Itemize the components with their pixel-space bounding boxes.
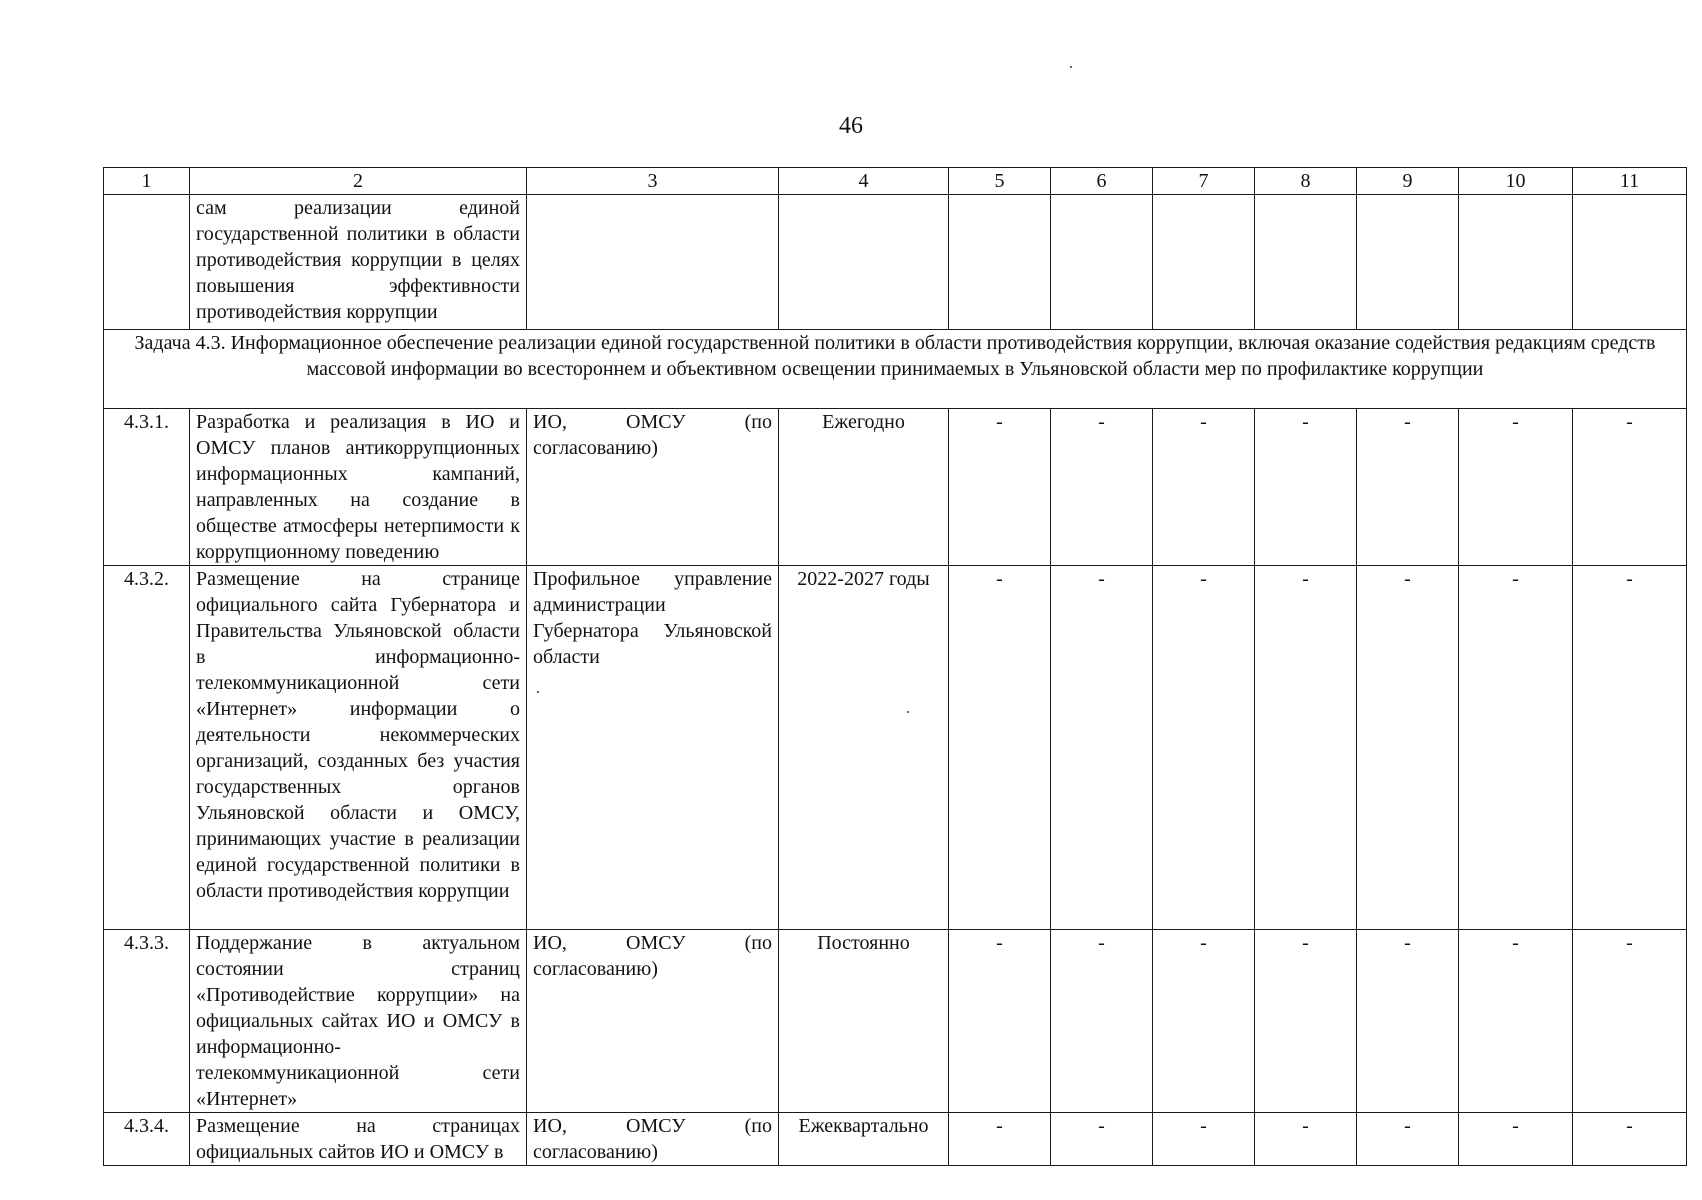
value-cell: - [949, 566, 1051, 930]
period: Ежегодно [779, 409, 949, 566]
continuation-row [104, 195, 1687, 330]
value-cell: - [1573, 1113, 1687, 1166]
measure-name: Разработка и реализация в ИО и ОМСУ планов антикоррупционных информационных кампаний, направленных на создание в обществе атмосферы нетерпимости к коррупционному поведению [190, 409, 527, 566]
value-cell: - [1153, 1113, 1255, 1166]
measure-name: Размещение на странице официального сайта Губернатора и Правительства Ульяновской области в информационно-телекоммуникационной сети «Интернет» информации о деятельности некоммерческих организаций, созданных без участия государственных органов Ульяновской области и ОМСУ, принимающих участие в реализации единой государственной политики в области противодействия коррупции [190, 566, 527, 930]
column-header: 8 [1255, 168, 1357, 195]
value-cell: - [1051, 1113, 1153, 1166]
executor: ИО, ОМСУ (по согласованию) [527, 930, 779, 1113]
column-header: 5 [949, 168, 1051, 195]
value-cell: - [1357, 566, 1459, 930]
value-cell: - [1573, 409, 1687, 566]
row-number: 4.3.4. [104, 1113, 190, 1166]
column-header: 3 [527, 168, 779, 195]
executor: ИО, ОМСУ (по согласованию) [527, 409, 779, 566]
measure-name: Размещение на страницах официальных сайтов ИО и ОМСУ в [190, 1113, 527, 1166]
column-header: 9 [1357, 168, 1459, 195]
measure-name: Поддержание в актуальном состоянии страниц «Противодействие коррупции» на официальных сайтах ИО и ОМСУ в информационно-телекоммуникационной сети «Интернет» [190, 930, 527, 1113]
page-number: 46 [839, 113, 863, 139]
value-cell: - [949, 409, 1051, 566]
period: 2022-2027 годы [779, 566, 949, 930]
row-number: 4.3.1. [104, 409, 190, 566]
column-header: 7 [1153, 168, 1255, 195]
task-row [104, 330, 1687, 409]
value-cell: - [1357, 409, 1459, 566]
row-number: 4.3.3. [104, 930, 190, 1113]
table-row [104, 566, 1687, 930]
value-cell: - [1459, 930, 1573, 1113]
value-cell: - [1051, 409, 1153, 566]
header-row [104, 168, 1687, 195]
column-header: 4 [779, 168, 949, 195]
value-cell: - [1051, 566, 1153, 930]
value-cell: - [1153, 930, 1255, 1113]
column-header: 10 [1459, 168, 1573, 195]
executor: ИО, ОМСУ (по согласованию) [527, 1113, 779, 1166]
column-header: 11 [1573, 168, 1687, 195]
value-cell: - [1153, 566, 1255, 930]
value-cell: - [1357, 1113, 1459, 1166]
task-heading: Задача 4.3. Информационное обеспечение реализации единой государственной политики в области противодействия коррупции, включая оказание содействия редакциям средств массовой информации во всестороннем и объективном освещении принимаемых в Ульяновской области мер по профилактике коррупции [104, 330, 1687, 409]
period: Постоянно [779, 930, 949, 1113]
value-cell: - [1459, 1113, 1573, 1166]
table-row [104, 930, 1687, 1113]
value-cell: - [1573, 566, 1687, 930]
table-row [104, 409, 1687, 566]
continuation-text: сам реализации единой государственной политики в области противодействия коррупции в целях повышения эффективности противодействия коррупции [190, 195, 527, 330]
value-cell: - [1255, 1113, 1357, 1166]
value-cell: - [1573, 930, 1687, 1113]
scan-speck [1070, 66, 1072, 68]
executor: Профильное управление администрации Губернатора Ульяновской области [527, 566, 779, 930]
value-cell: - [1255, 566, 1357, 930]
value-cell: - [949, 1113, 1051, 1166]
column-header: 2 [190, 168, 527, 195]
value-cell: - [1459, 566, 1573, 930]
value-cell: - [949, 930, 1051, 1113]
value-cell: - [1459, 409, 1573, 566]
row-number: 4.3.2. [104, 566, 190, 930]
value-cell: - [1255, 409, 1357, 566]
table-row [104, 1113, 1687, 1166]
period: Ежеквартально [779, 1113, 949, 1166]
column-header: 6 [1051, 168, 1153, 195]
column-header: 1 [104, 168, 190, 195]
value-cell: - [1357, 930, 1459, 1113]
value-cell: - [1255, 930, 1357, 1113]
value-cell: - [1051, 930, 1153, 1113]
value-cell: - [1153, 409, 1255, 566]
measures-table [103, 167, 1687, 1166]
